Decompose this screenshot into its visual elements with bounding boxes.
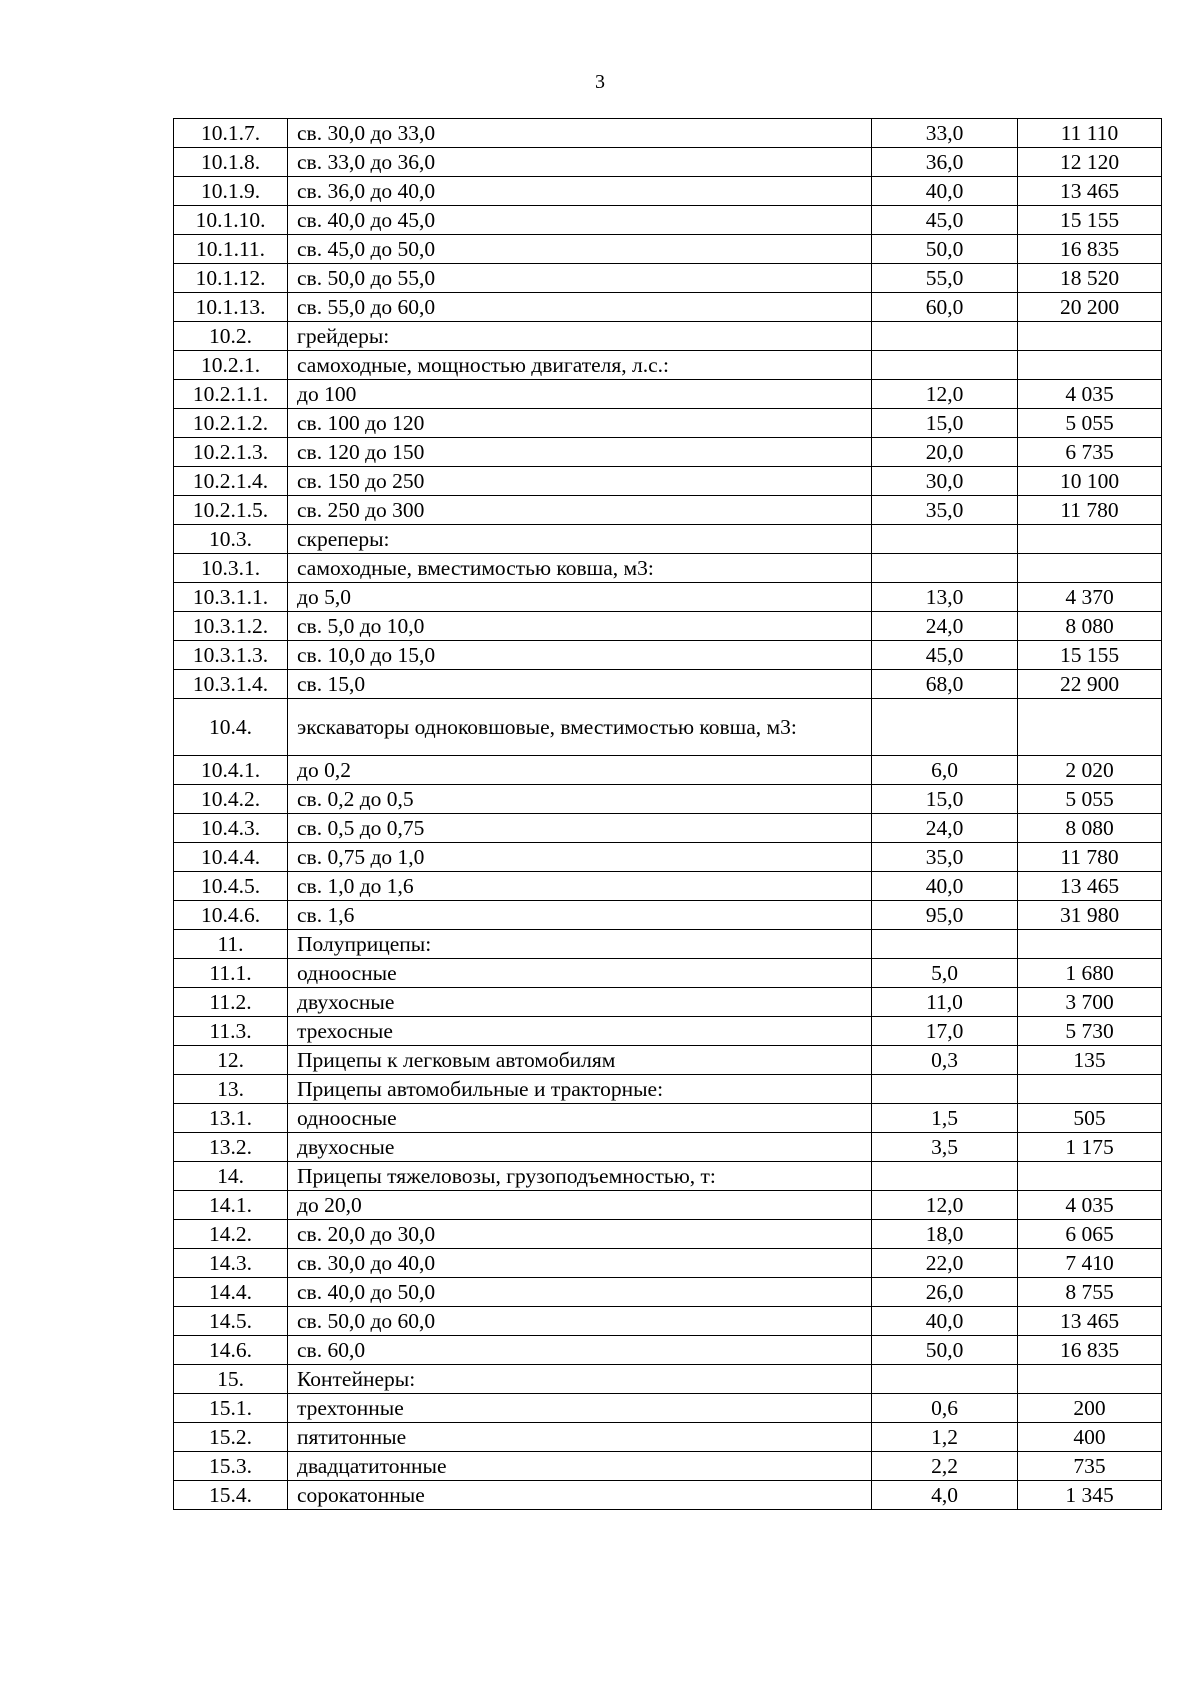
row-value-a-cell: 50,0 bbox=[872, 235, 1018, 264]
row-value-b-cell: 31 980 bbox=[1018, 901, 1162, 930]
row-name-cell: св. 55,0 до 60,0 bbox=[288, 293, 872, 322]
row-number-cell: 10.1.11. bbox=[174, 235, 288, 264]
row-number-cell: 13.1. bbox=[174, 1104, 288, 1133]
table-row bbox=[174, 843, 1162, 872]
rates-table bbox=[173, 118, 1162, 1510]
row-number-cell: 15.2. bbox=[174, 1423, 288, 1452]
row-name-cell: св. 50,0 до 55,0 bbox=[288, 264, 872, 293]
row-value-a-cell: 60,0 bbox=[872, 293, 1018, 322]
row-value-b-cell: 11 780 bbox=[1018, 496, 1162, 525]
row-value-b-cell: 5 730 bbox=[1018, 1017, 1162, 1046]
row-value-a-cell bbox=[872, 1365, 1018, 1394]
row-number-cell: 10.1.7. bbox=[174, 119, 288, 148]
row-value-b-cell: 13 465 bbox=[1018, 177, 1162, 206]
table-row bbox=[174, 959, 1162, 988]
row-value-b-cell: 11 110 bbox=[1018, 119, 1162, 148]
table-row bbox=[174, 1249, 1162, 1278]
table-row bbox=[174, 1423, 1162, 1452]
row-value-b-cell: 4 035 bbox=[1018, 380, 1162, 409]
row-name-cell: грейдеры: bbox=[288, 322, 872, 351]
row-number-cell: 13.2. bbox=[174, 1133, 288, 1162]
row-value-a-cell: 4,0 bbox=[872, 1481, 1018, 1510]
row-name-cell: св. 1,6 bbox=[288, 901, 872, 930]
table-row bbox=[174, 1046, 1162, 1075]
row-value-b-cell: 8 080 bbox=[1018, 612, 1162, 641]
row-value-b-cell: 12 120 bbox=[1018, 148, 1162, 177]
row-number-cell: 10.1.13. bbox=[174, 293, 288, 322]
row-value-a-cell: 12,0 bbox=[872, 1191, 1018, 1220]
row-number-cell: 15.1. bbox=[174, 1394, 288, 1423]
row-name-cell: св. 5,0 до 10,0 bbox=[288, 612, 872, 641]
row-name-cell: Полуприцепы: bbox=[288, 930, 872, 959]
row-name-cell: св. 150 до 250 bbox=[288, 467, 872, 496]
row-number-cell: 10.4.2. bbox=[174, 785, 288, 814]
row-name-cell: двухосные bbox=[288, 988, 872, 1017]
row-number-cell: 14.6. bbox=[174, 1336, 288, 1365]
table-row bbox=[174, 1452, 1162, 1481]
table-row bbox=[174, 322, 1162, 351]
table-row bbox=[174, 901, 1162, 930]
row-number-cell: 10.4. bbox=[174, 699, 288, 756]
row-number-cell: 11.3. bbox=[174, 1017, 288, 1046]
row-name-cell: одноосные bbox=[288, 959, 872, 988]
row-number-cell: 11. bbox=[174, 930, 288, 959]
row-name-cell: Прицепы автомобильные и тракторные: bbox=[288, 1075, 872, 1104]
table-row bbox=[174, 119, 1162, 148]
table-row bbox=[174, 148, 1162, 177]
row-value-b-cell: 5 055 bbox=[1018, 409, 1162, 438]
row-name-cell: до 20,0 bbox=[288, 1191, 872, 1220]
row-value-b-cell bbox=[1018, 351, 1162, 380]
row-value-a-cell: 24,0 bbox=[872, 814, 1018, 843]
table-row bbox=[174, 1133, 1162, 1162]
table-row bbox=[174, 1481, 1162, 1510]
row-name-cell: св. 120 до 150 bbox=[288, 438, 872, 467]
row-value-a-cell: 11,0 bbox=[872, 988, 1018, 1017]
row-number-cell: 10.1.10. bbox=[174, 206, 288, 235]
table-row bbox=[174, 1104, 1162, 1133]
row-value-a-cell: 33,0 bbox=[872, 119, 1018, 148]
table-row bbox=[174, 1278, 1162, 1307]
page-number: 3 bbox=[595, 71, 605, 93]
row-name-cell: трехосные bbox=[288, 1017, 872, 1046]
table-row bbox=[174, 177, 1162, 206]
row-number-cell: 10.2.1.4. bbox=[174, 467, 288, 496]
row-number-cell: 10.2.1.3. bbox=[174, 438, 288, 467]
row-value-a-cell: 40,0 bbox=[872, 872, 1018, 901]
table-row bbox=[174, 699, 1162, 756]
row-name-cell: св. 45,0 до 50,0 bbox=[288, 235, 872, 264]
table-row bbox=[174, 641, 1162, 670]
row-number-cell: 14.4. bbox=[174, 1278, 288, 1307]
row-name-cell: св. 1,0 до 1,6 bbox=[288, 872, 872, 901]
table-row bbox=[174, 1191, 1162, 1220]
table-row bbox=[174, 583, 1162, 612]
row-value-b-cell: 11 780 bbox=[1018, 843, 1162, 872]
row-value-b-cell: 8 080 bbox=[1018, 814, 1162, 843]
row-value-b-cell: 22 900 bbox=[1018, 670, 1162, 699]
table-row bbox=[174, 1220, 1162, 1249]
row-value-a-cell: 20,0 bbox=[872, 438, 1018, 467]
row-number-cell: 12. bbox=[174, 1046, 288, 1075]
row-number-cell: 10.2. bbox=[174, 322, 288, 351]
row-name-cell: Прицепы к легковым автомобилям bbox=[288, 1046, 872, 1075]
table-row bbox=[174, 264, 1162, 293]
row-value-a-cell bbox=[872, 1162, 1018, 1191]
row-value-b-cell: 13 465 bbox=[1018, 1307, 1162, 1336]
row-number-cell: 15.3. bbox=[174, 1452, 288, 1481]
row-value-a-cell: 36,0 bbox=[872, 148, 1018, 177]
row-number-cell: 14. bbox=[174, 1162, 288, 1191]
row-value-a-cell: 35,0 bbox=[872, 496, 1018, 525]
row-value-a-cell bbox=[872, 1075, 1018, 1104]
row-value-b-cell: 7 410 bbox=[1018, 1249, 1162, 1278]
row-value-a-cell: 45,0 bbox=[872, 641, 1018, 670]
row-number-cell: 14.3. bbox=[174, 1249, 288, 1278]
row-value-b-cell bbox=[1018, 525, 1162, 554]
row-name-cell: двухосные bbox=[288, 1133, 872, 1162]
row-number-cell: 10.2.1. bbox=[174, 351, 288, 380]
row-value-b-cell bbox=[1018, 1162, 1162, 1191]
row-number-cell: 15.4. bbox=[174, 1481, 288, 1510]
row-value-a-cell: 22,0 bbox=[872, 1249, 1018, 1278]
table-row bbox=[174, 1307, 1162, 1336]
row-value-a-cell: 26,0 bbox=[872, 1278, 1018, 1307]
row-value-b-cell: 1 680 bbox=[1018, 959, 1162, 988]
table-row bbox=[174, 814, 1162, 843]
table-row bbox=[174, 293, 1162, 322]
row-value-a-cell: 68,0 bbox=[872, 670, 1018, 699]
row-name-cell: экскаваторы одноковшовые, вместимостью ковша, м3: bbox=[288, 699, 872, 756]
row-value-b-cell: 200 bbox=[1018, 1394, 1162, 1423]
row-value-b-cell: 13 465 bbox=[1018, 872, 1162, 901]
row-value-b-cell: 5 055 bbox=[1018, 785, 1162, 814]
row-value-b-cell bbox=[1018, 699, 1162, 756]
row-value-a-cell: 55,0 bbox=[872, 264, 1018, 293]
row-name-cell: св. 100 до 120 bbox=[288, 409, 872, 438]
table-row bbox=[174, 1365, 1162, 1394]
row-value-b-cell: 8 755 bbox=[1018, 1278, 1162, 1307]
row-number-cell: 14.1. bbox=[174, 1191, 288, 1220]
row-value-a-cell: 15,0 bbox=[872, 785, 1018, 814]
table-row bbox=[174, 380, 1162, 409]
row-number-cell: 10.1.12. bbox=[174, 264, 288, 293]
row-number-cell: 10.3.1.3. bbox=[174, 641, 288, 670]
row-number-cell: 10.3.1.2. bbox=[174, 612, 288, 641]
row-value-b-cell: 1 345 bbox=[1018, 1481, 1162, 1510]
table-row bbox=[174, 1017, 1162, 1046]
row-number-cell: 10.3.1.4. bbox=[174, 670, 288, 699]
row-value-a-cell: 30,0 bbox=[872, 467, 1018, 496]
row-name-cell: св. 10,0 до 15,0 bbox=[288, 641, 872, 670]
table-row bbox=[174, 467, 1162, 496]
row-name-cell: св. 0,75 до 1,0 bbox=[288, 843, 872, 872]
row-value-a-cell: 1,5 bbox=[872, 1104, 1018, 1133]
row-value-b-cell: 1 175 bbox=[1018, 1133, 1162, 1162]
table-row bbox=[174, 496, 1162, 525]
row-value-a-cell bbox=[872, 322, 1018, 351]
table-row bbox=[174, 988, 1162, 1017]
row-number-cell: 10.4.4. bbox=[174, 843, 288, 872]
row-name-cell: св. 30,0 до 40,0 bbox=[288, 1249, 872, 1278]
row-value-a-cell: 15,0 bbox=[872, 409, 1018, 438]
row-value-a-cell: 40,0 bbox=[872, 1307, 1018, 1336]
row-value-b-cell: 2 020 bbox=[1018, 756, 1162, 785]
row-name-cell: до 0,2 bbox=[288, 756, 872, 785]
row-name-cell: св. 250 до 300 bbox=[288, 496, 872, 525]
row-name-cell: Контейнеры: bbox=[288, 1365, 872, 1394]
row-number-cell: 10.4.5. bbox=[174, 872, 288, 901]
row-name-cell: св. 0,2 до 0,5 bbox=[288, 785, 872, 814]
row-number-cell: 10.2.1.2. bbox=[174, 409, 288, 438]
row-value-b-cell: 6 735 bbox=[1018, 438, 1162, 467]
row-value-a-cell: 13,0 bbox=[872, 583, 1018, 612]
table-row bbox=[174, 409, 1162, 438]
row-value-b-cell bbox=[1018, 1075, 1162, 1104]
row-name-cell: одноосные bbox=[288, 1104, 872, 1133]
row-value-a-cell: 50,0 bbox=[872, 1336, 1018, 1365]
row-value-b-cell: 15 155 bbox=[1018, 206, 1162, 235]
row-value-b-cell: 505 bbox=[1018, 1104, 1162, 1133]
table-row bbox=[174, 670, 1162, 699]
row-value-a-cell: 5,0 bbox=[872, 959, 1018, 988]
row-value-b-cell bbox=[1018, 554, 1162, 583]
row-value-b-cell: 735 bbox=[1018, 1452, 1162, 1481]
row-value-a-cell: 35,0 bbox=[872, 843, 1018, 872]
table-row bbox=[174, 1336, 1162, 1365]
table-row bbox=[174, 930, 1162, 959]
row-value-b-cell: 6 065 bbox=[1018, 1220, 1162, 1249]
row-number-cell: 10.4.3. bbox=[174, 814, 288, 843]
row-value-b-cell bbox=[1018, 322, 1162, 351]
row-number-cell: 11.1. bbox=[174, 959, 288, 988]
row-value-a-cell bbox=[872, 930, 1018, 959]
row-number-cell: 10.3. bbox=[174, 525, 288, 554]
row-value-a-cell: 45,0 bbox=[872, 206, 1018, 235]
row-number-cell: 14.5. bbox=[174, 1307, 288, 1336]
row-value-a-cell: 24,0 bbox=[872, 612, 1018, 641]
row-number-cell: 10.1.8. bbox=[174, 148, 288, 177]
table-row bbox=[174, 554, 1162, 583]
table-row bbox=[174, 756, 1162, 785]
row-name-cell: св. 30,0 до 33,0 bbox=[288, 119, 872, 148]
row-value-b-cell: 16 835 bbox=[1018, 1336, 1162, 1365]
table-row bbox=[174, 1162, 1162, 1191]
row-name-cell: самоходные, вместимостью ковша, м3: bbox=[288, 554, 872, 583]
row-name-cell: св. 0,5 до 0,75 bbox=[288, 814, 872, 843]
row-number-cell: 10.2.1.1. bbox=[174, 380, 288, 409]
row-number-cell: 11.2. bbox=[174, 988, 288, 1017]
table-row bbox=[174, 612, 1162, 641]
row-number-cell: 10.1.9. bbox=[174, 177, 288, 206]
row-value-a-cell bbox=[872, 554, 1018, 583]
row-number-cell: 13. bbox=[174, 1075, 288, 1104]
row-value-a-cell: 12,0 bbox=[872, 380, 1018, 409]
row-value-a-cell bbox=[872, 351, 1018, 380]
row-number-cell: 15. bbox=[174, 1365, 288, 1394]
row-value-a-cell: 0,6 bbox=[872, 1394, 1018, 1423]
row-value-b-cell: 20 200 bbox=[1018, 293, 1162, 322]
row-value-a-cell bbox=[872, 699, 1018, 756]
row-number-cell: 10.4.6. bbox=[174, 901, 288, 930]
rates-table-body bbox=[174, 119, 1162, 1510]
row-value-b-cell: 3 700 bbox=[1018, 988, 1162, 1017]
table-row bbox=[174, 206, 1162, 235]
row-value-a-cell: 40,0 bbox=[872, 177, 1018, 206]
row-name-cell: сорокатонные bbox=[288, 1481, 872, 1510]
row-number-cell: 10.2.1.5. bbox=[174, 496, 288, 525]
row-value-b-cell: 135 bbox=[1018, 1046, 1162, 1075]
table-row bbox=[174, 525, 1162, 554]
table-row bbox=[174, 1394, 1162, 1423]
row-number-cell: 14.2. bbox=[174, 1220, 288, 1249]
row-value-b-cell: 10 100 bbox=[1018, 467, 1162, 496]
row-value-a-cell: 6,0 bbox=[872, 756, 1018, 785]
row-value-b-cell: 15 155 bbox=[1018, 641, 1162, 670]
row-name-cell: пятитонные bbox=[288, 1423, 872, 1452]
table-row bbox=[174, 785, 1162, 814]
row-name-cell: двадцатитонные bbox=[288, 1452, 872, 1481]
table-row bbox=[174, 235, 1162, 264]
row-value-a-cell bbox=[872, 525, 1018, 554]
row-name-cell: до 100 bbox=[288, 380, 872, 409]
row-value-a-cell: 2,2 bbox=[872, 1452, 1018, 1481]
row-name-cell: св. 36,0 до 40,0 bbox=[288, 177, 872, 206]
row-name-cell: св. 33,0 до 36,0 bbox=[288, 148, 872, 177]
row-name-cell: св. 40,0 до 50,0 bbox=[288, 1278, 872, 1307]
row-value-a-cell: 17,0 bbox=[872, 1017, 1018, 1046]
row-value-a-cell: 1,2 bbox=[872, 1423, 1018, 1452]
row-name-cell: скреперы: bbox=[288, 525, 872, 554]
row-number-cell: 10.3.1. bbox=[174, 554, 288, 583]
row-value-b-cell: 4 370 bbox=[1018, 583, 1162, 612]
row-number-cell: 10.3.1.1. bbox=[174, 583, 288, 612]
row-name-cell: трехтонные bbox=[288, 1394, 872, 1423]
row-name-cell: св. 60,0 bbox=[288, 1336, 872, 1365]
row-name-cell: Прицепы тяжеловозы, грузоподъемностью, т: bbox=[288, 1162, 872, 1191]
row-value-b-cell bbox=[1018, 1365, 1162, 1394]
row-number-cell: 10.4.1. bbox=[174, 756, 288, 785]
table-row bbox=[174, 1075, 1162, 1104]
row-name-cell: св. 20,0 до 30,0 bbox=[288, 1220, 872, 1249]
row-value-a-cell: 95,0 bbox=[872, 901, 1018, 930]
row-name-cell: самоходные, мощностью двигателя, л.с.: bbox=[288, 351, 872, 380]
row-name-cell: св. 15,0 bbox=[288, 670, 872, 699]
row-name-cell: до 5,0 bbox=[288, 583, 872, 612]
row-value-a-cell: 3,5 bbox=[872, 1133, 1018, 1162]
row-value-a-cell: 0,3 bbox=[872, 1046, 1018, 1075]
row-value-b-cell: 16 835 bbox=[1018, 235, 1162, 264]
row-value-b-cell: 4 035 bbox=[1018, 1191, 1162, 1220]
table-row bbox=[174, 872, 1162, 901]
row-value-b-cell bbox=[1018, 930, 1162, 959]
table-row bbox=[174, 438, 1162, 467]
row-value-b-cell: 18 520 bbox=[1018, 264, 1162, 293]
row-name-cell: св. 40,0 до 45,0 bbox=[288, 206, 872, 235]
table-row bbox=[174, 351, 1162, 380]
row-value-b-cell: 400 bbox=[1018, 1423, 1162, 1452]
row-value-a-cell: 18,0 bbox=[872, 1220, 1018, 1249]
row-name-cell: св. 50,0 до 60,0 bbox=[288, 1307, 872, 1336]
